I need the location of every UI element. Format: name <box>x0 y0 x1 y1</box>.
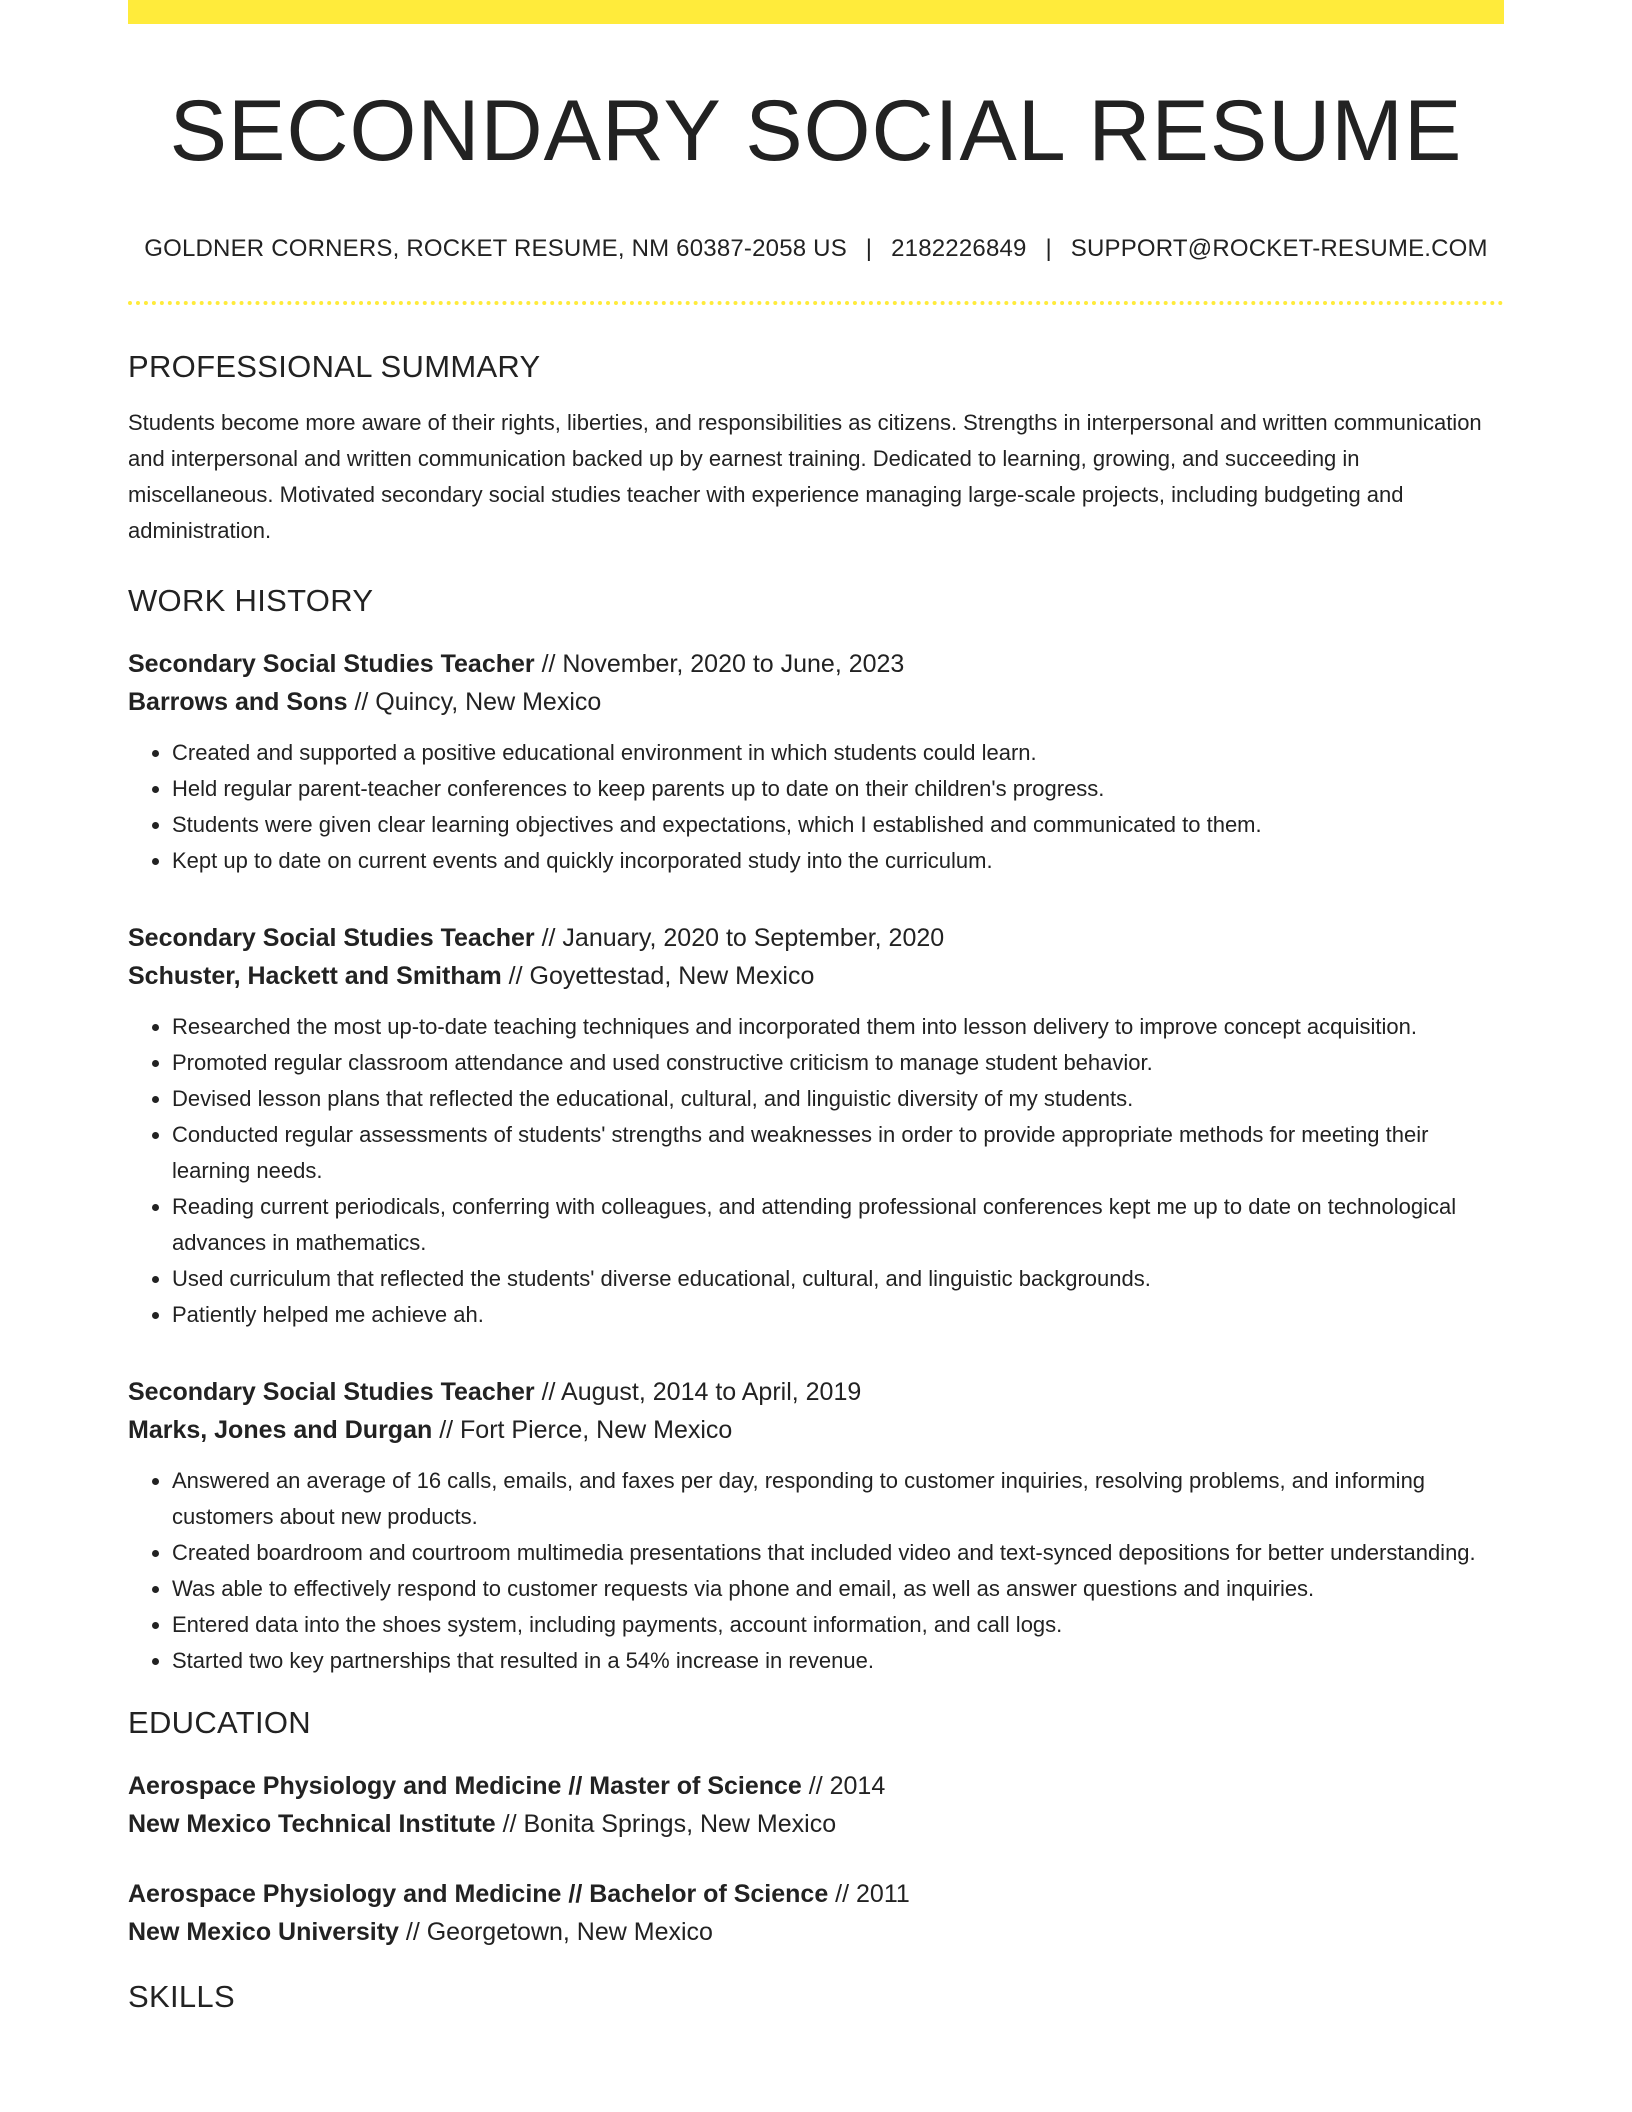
job-role: Secondary Social Studies Teacher <box>128 649 535 678</box>
job-dates: // November, 2020 to June, 2023 <box>534 649 905 678</box>
degree-year: // 2014 <box>801 1771 886 1800</box>
degree: Aerospace Physiology and Medicine // Bachelor of Science <box>128 1879 829 1908</box>
school: New Mexico Technical Institute <box>128 1809 496 1838</box>
list-item: • Reading current periodicals, conferring with colleagues, and attending professional conferences kept me up to date on technological advances in mathematics. <box>172 1189 1504 1261</box>
school: New Mexico University <box>128 1917 399 1946</box>
job-dates: // August, 2014 to April, 2019 <box>534 1377 862 1406</box>
list-item: • Answered an average of 16 calls, emails, and faxes per day, responding to customer inquiries, resolving problems, and informing customers about new products. <box>172 1463 1504 1535</box>
education-title: EDUCATION <box>128 1704 311 1740</box>
job-role: Secondary Social Studies Teacher <box>128 1377 535 1406</box>
job-location: // Quincy, New Mexico <box>347 687 602 716</box>
contact-email: SUPPORT@ROCKET-RESUME.COM <box>1070 234 1488 262</box>
school-line <box>128 1805 1504 1843</box>
list-item: • Entered data into the shoes system, including payments, account information, and call logs. <box>172 1607 1504 1643</box>
work-history-title: WORK HISTORY <box>128 582 374 618</box>
job-dates: // January, 2020 to September, 2020 <box>534 923 945 952</box>
job-role: Secondary Social Studies Teacher <box>128 923 535 952</box>
dotted-divider <box>128 301 1504 305</box>
school-line <box>128 1913 1504 1951</box>
list-item: • Created and supported a positive educational environment in which students could learn. <box>172 735 1504 771</box>
list-item: • Devised lesson plans that reflected the educational, cultural, and linguistic diversity of my students. <box>172 1081 1504 1117</box>
job-role-line <box>128 645 1504 683</box>
job-company-line <box>128 683 1504 721</box>
list-item: • Promoted regular classroom attendance and used constructive criticism to manage student behavior. <box>172 1045 1504 1081</box>
list-item: • Created boardroom and courtroom multimedia presentations that included video and text-synced depositions for better understanding. <box>172 1535 1504 1571</box>
skills-title: SKILLS <box>128 1978 235 2014</box>
list-item: • Used curriculum that reflected the students' diverse educational, cultural, and linguistic backgrounds. <box>172 1261 1504 1297</box>
resume-name: SECONDARY SOCIAL RESUME <box>169 83 1463 179</box>
list-item: • Conducted regular assessments of students' strengths and weaknesses in order to provide appropriate methods for meeting their learning needs. <box>172 1117 1504 1189</box>
education-entry <box>128 1875 1504 1951</box>
contact-phone: 2182226849 <box>891 234 1027 262</box>
job-bullets <box>128 1009 1504 1333</box>
job-role-line <box>128 919 1504 957</box>
contact-address: GOLDNER CORNERS, ROCKET RESUME, NM 60387-2058 US <box>144 234 847 262</box>
list-item: • Started two key partnerships that resulted in a 54% increase in revenue. <box>172 1643 1504 1679</box>
degree: Aerospace Physiology and Medicine // Master of Science <box>128 1771 802 1800</box>
job-company: Barrows and Sons <box>128 687 348 716</box>
degree-line <box>128 1875 1504 1913</box>
degree-line <box>128 1767 1504 1805</box>
list-item: • Researched the most up-to-date teaching techniques and incorporated them into lesson delivery to improve concept acquisition. <box>172 1009 1504 1045</box>
degree-year: // 2011 <box>828 1879 910 1908</box>
top-accent-bar <box>128 0 1504 24</box>
list-item: • Kept up to date on current events and quickly incorporated study into the curriculum. <box>172 843 1504 879</box>
school-location: // Georgetown, New Mexico <box>398 1917 713 1946</box>
list-item: • Held regular parent-teacher conferences to keep parents up to date on their children's progress. <box>172 771 1504 807</box>
contact-separator: | <box>865 234 873 262</box>
job-bullets <box>128 735 1504 879</box>
job-entry <box>128 645 1504 879</box>
contact-separator: | <box>1045 234 1052 262</box>
job-company: Schuster, Hackett and Smitham <box>128 961 502 990</box>
summary-text: Students become more aware of their rights, liberties, and responsibilities as citizens. Strengths in interpersonal and written communication and interpersonal and written communication backed up by earnest training. Dedicated to learning, growing, and succeeding in miscellaneous. Motivated secondary social studies teacher with experience managing large-scale projects, including budgeting and administration. <box>128 409 1482 543</box>
job-company-line <box>128 957 1504 995</box>
job-entry <box>128 919 1504 1333</box>
job-entry <box>128 1373 1504 1679</box>
school-location: // Bonita Springs, New Mexico <box>495 1809 837 1838</box>
education-entry <box>128 1767 1504 1843</box>
list-item: • Was able to effectively respond to customer requests via phone and email, as well as answer questions and inquiries. <box>172 1571 1504 1607</box>
job-role-line <box>128 1373 1504 1411</box>
resume-page <box>128 0 1504 2015</box>
contact-line <box>128 235 1504 263</box>
job-location: // Fort Pierce, New Mexico <box>432 1415 733 1444</box>
job-location: // Goyettestad, New Mexico <box>501 961 815 990</box>
list-item: • Students were given clear learning objectives and expectations, which I established and communicated to them. <box>172 807 1504 843</box>
job-company: Marks, Jones and Durgan <box>128 1415 433 1444</box>
summary-title: PROFESSIONAL SUMMARY <box>128 348 541 384</box>
list-item: • Patiently helped me achieve ah. <box>172 1297 1504 1333</box>
job-bullets <box>128 1463 1504 1679</box>
job-company-line <box>128 1411 1504 1449</box>
